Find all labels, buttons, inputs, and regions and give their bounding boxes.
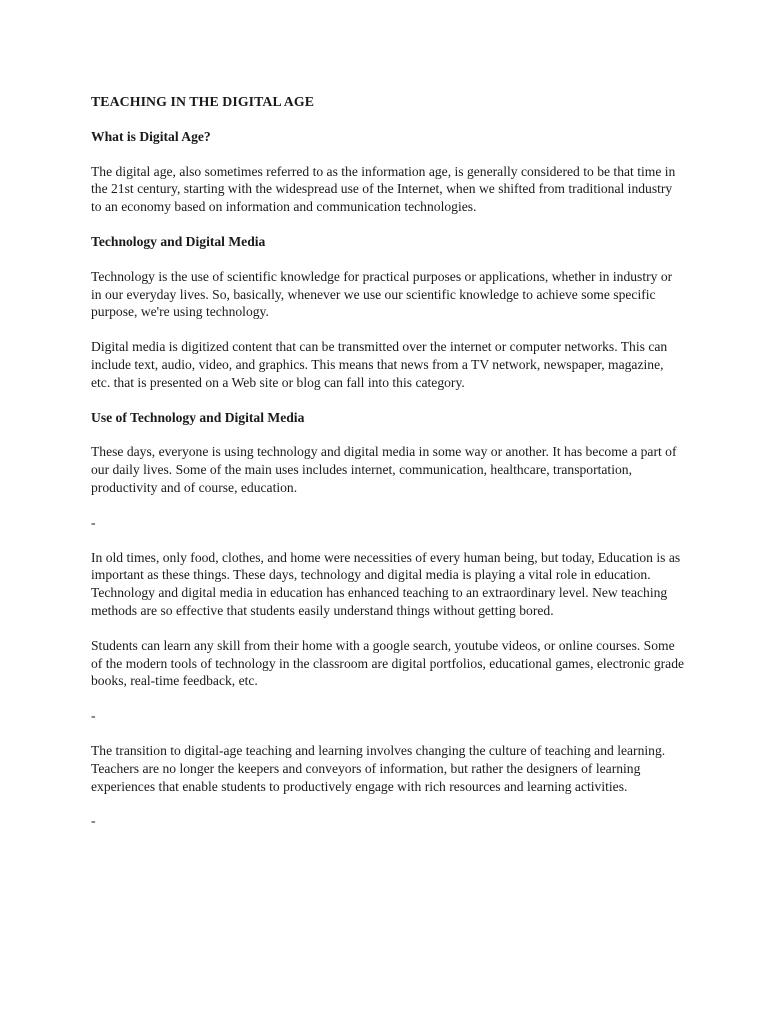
paragraph: These days, everyone is using technology and digital media in some way or another. It has become a part of our daily lives. Some of the main uses includes internet, communication, healthcare, transportation, productivity and of course, education. — [91, 444, 677, 495]
paragraph: Students can learn any skill from their home with a google search, youtube videos, or online courses. Some of the modern tools of technology in the classroom are digital portfolios, educational games, electronic grade books, real-time feedback, etc. — [91, 637, 685, 689]
paragraph: Technology is the use of scientific knowledge for practical purposes or applications, whether in industry or in our everyday lives. So, basically, whenever we use our scientific knowledge to achieve some specific purpose, we're using technology. — [91, 268, 673, 320]
section-heading: What is Digital Age? — [91, 128, 211, 144]
dash-separator: - — [91, 708, 96, 724]
dash-separator: - — [91, 813, 96, 829]
paragraph: In old times, only food, clothes, and home were necessities of every human being, but today, Education is as important as these things. These days, technology and digital media is playing a vital role in education. Technology and digital media in education has enhanced teaching to an extraordinary level. New teaching methods are so effective that students easily understand things without getting bored. — [91, 549, 681, 618]
document-body — [91, 93, 685, 847]
dash-separator: - — [91, 514, 96, 530]
paragraph: The digital age, also sometimes referred to as the information age, is generally considered to be that time in the 21st century, starting with the widespread use of the Internet, when we shifted from traditional industry to an economy based on information and communication technologies. — [91, 163, 676, 215]
section-heading: Technology and Digital Media — [91, 233, 266, 249]
paragraph: The transition to digital-age teaching and learning involves changing the culture of teaching and learning. Teachers are no longer the keepers and conveyors of information, but rather the designers of learning experiences that enable students to productively engage with rich resources and learning activities. — [91, 742, 666, 794]
document-title: TEACHING IN THE DIGITAL AGE — [91, 94, 314, 109]
paragraph: Digital media is digitized content that can be transmitted over the internet or computer networks. This can include text, audio, video, and graphics. This means that news from a TV network, newspaper, magazine, etc. that is presented on a Web site or blog can fall into this category. — [91, 339, 668, 390]
section-heading: Use of Technology and Digital Media — [91, 409, 305, 425]
